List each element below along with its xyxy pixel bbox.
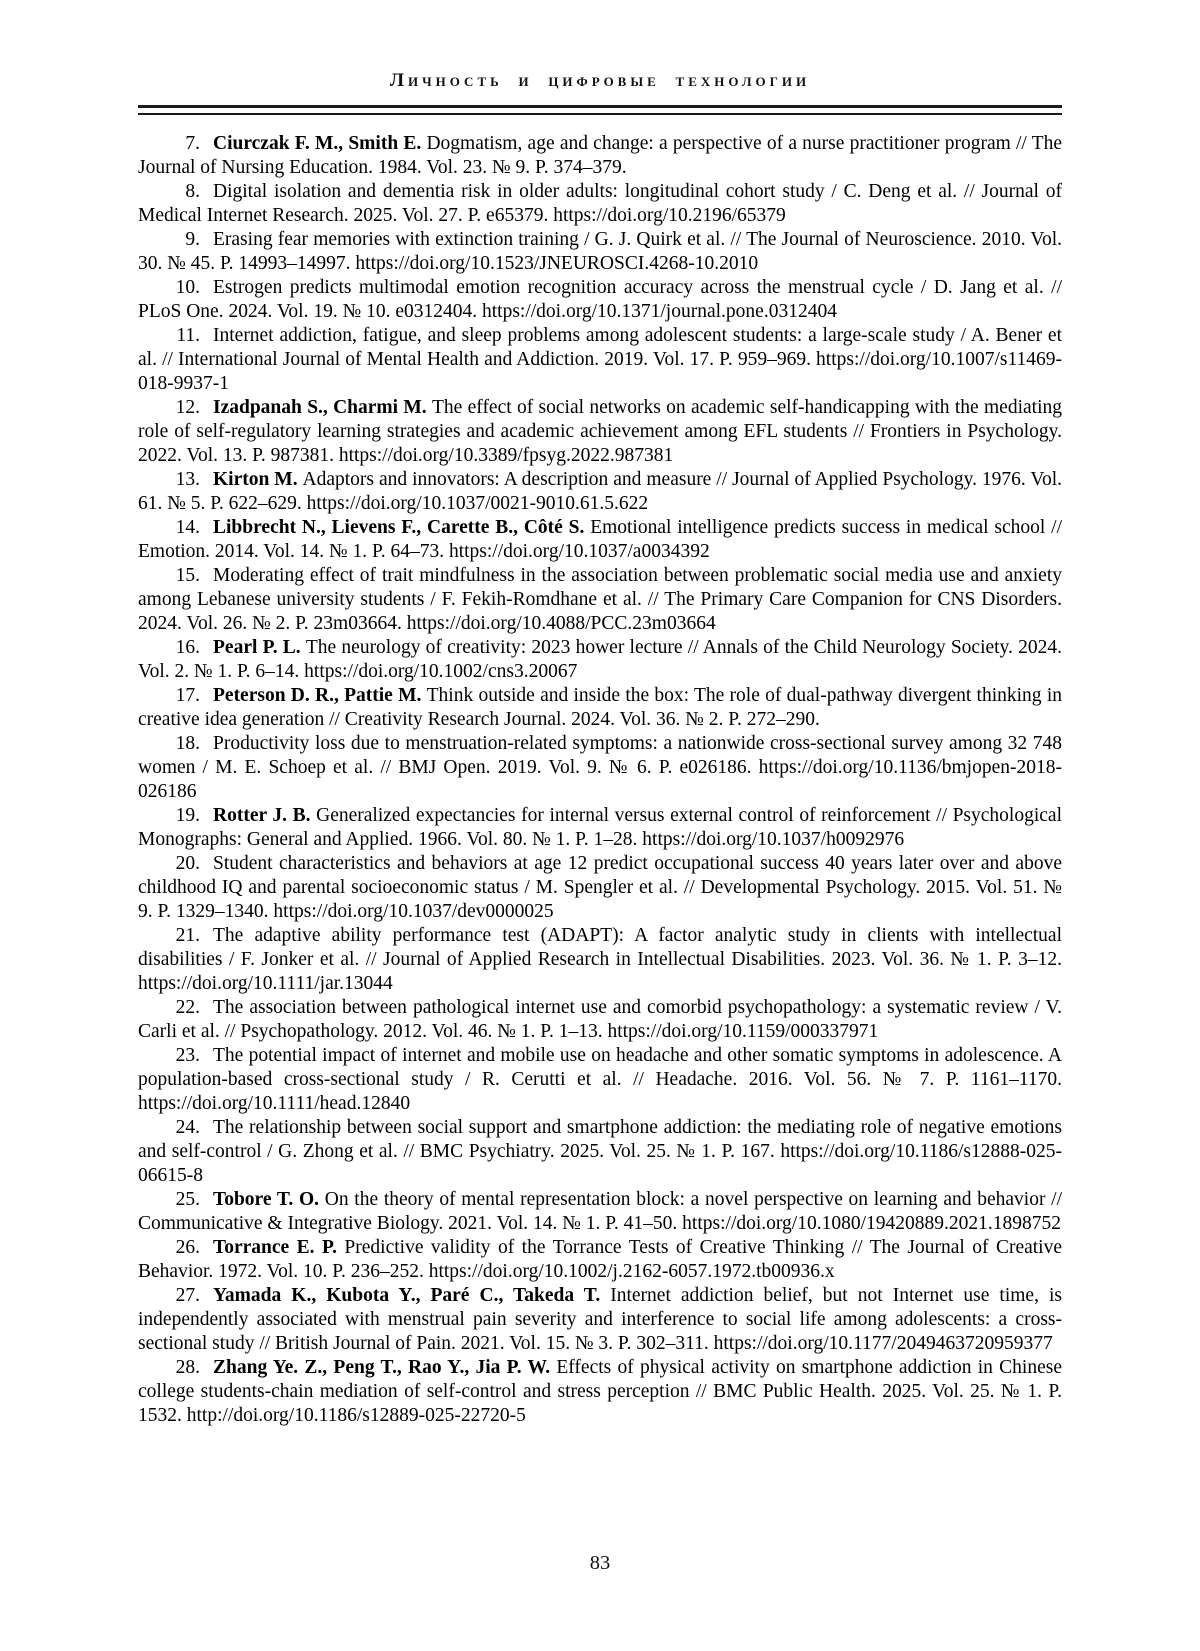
reference-item <box>138 516 1062 564</box>
reference-text: On the theory of mental representation block: a novel perspective on learning and behavior // Communicative & Integrative Biology. 2021. Vol. 14. № 1. P. 41–50. https://doi.org/10.1080/19420889.2021.1898752 <box>138 1189 1062 1234</box>
reference-text: Adaptors and innovators: A description and measure // Journal of Applied Psychology. 1976. Vol. 61. № 5. P. 622–629. https://doi.org/10.1037/0021-9010.61.5.622 <box>138 469 1063 514</box>
reference-text: The potential impact of internet and mobile use on headache and other somatic symptoms in adolescence. A population-based cross-sectional study / R. Cerutti et al. // Headache. 2016. Vol. 56. № 7. P. 1161–1170. https://doi.org/10.1111/head.12840 <box>138 1045 1062 1114</box>
reference-item <box>138 1116 1062 1188</box>
reference-authors: Pearl P. L. <box>213 637 306 658</box>
reference-text: The effect of social networks on academic self-handicapping with the mediating role of self-regulatory learning strategies and academic achievement among EFL students // Frontiers in Psychology. 2022. Vol. 13. P. 987381. https://doi.org/10.3389/fpsyg.2022.987381 <box>138 397 1062 466</box>
reference-text: Think outside and inside the box: The role of dual-pathway divergent thinking in creative idea generation // Creativity Research Journal. 2024. Vol. 36. № 2. P. 272–290. <box>138 685 1062 730</box>
reference-authors: Libbrecht N., Lievens F., Carette B., Côté S. <box>213 517 591 538</box>
reference-number: 22. <box>175 997 200 1018</box>
reference-text: The neurology of creativity: 2023 hower lecture // Annals of the Child Neurology Society. 2024. Vol. 2. № 1. P. 6–14. https://doi.org/10.1002/cns3.20067 <box>138 637 1062 682</box>
reference-authors: Yamada K., Kubota Y., Paré C., Takeda T. <box>213 1285 611 1306</box>
reference-text: Generalized expectancies for internal versus external control of reinforcement // Psychological Monographs: General and Applied. 1966. Vol. 80. № 1. P. 1–28. https://doi.org/10.1037/h0092976 <box>138 805 1062 850</box>
reference-authors: Zhang Ye. Z., Peng T., Rao Y., Jia P. W. <box>213 1357 557 1378</box>
reference-number: 25. <box>175 1189 200 1210</box>
reference-number: 13. <box>175 469 200 490</box>
reference-item <box>138 228 1062 276</box>
reference-text: Erasing fear memories with extinction training / G. J. Quirk et al. // The Journal of Neuroscience. 2010. Vol. 30. № 45. P. 14993–14997. https://doi.org/10.1523/JNEUROSCI.4268-10.2010 <box>138 229 1062 274</box>
reference-text: Productivity loss due to menstruation-related symptoms: a nationwide cross-sectional survey among 32 748 women / M. E. Schoep et al. // BMJ Open. 2019. Vol. 9. № 6. P. e026186. https://doi.org/10.1136/bmjopen-2018-026186 <box>138 733 1062 802</box>
reference-number: 7. <box>185 133 200 154</box>
reference-text: Internet addiction belief, but not Internet use time, is independently associated with menstrual pain severity and interference to social life among adolescents: a cross-sectional study // British Journal of Pain. 2021. Vol. 15. № 3. P. 302–311. https://doi.org/10.1177/2049463720959377 <box>138 1285 1062 1354</box>
reference-item <box>138 324 1062 396</box>
page-number: 83 <box>589 1552 611 1574</box>
reference-text: The association between pathological internet use and comorbid psychopathology: a systematic review / V. Carli et al. // Psychopathology. 2012. Vol. 46. № 1. P. 1–13. https://doi.org/10.1159/000337971 <box>138 997 1062 1042</box>
reference-number: 28. <box>175 1357 200 1378</box>
reference-number: 16. <box>175 637 200 658</box>
reference-item <box>138 684 1062 732</box>
reference-item <box>138 468 1062 516</box>
reference-item <box>138 636 1062 684</box>
reference-item <box>138 1284 1062 1356</box>
reference-number: 21. <box>175 925 200 946</box>
reference-authors: Izadpanah S., Charmi M. <box>213 397 433 418</box>
reference-number: 20. <box>175 853 200 874</box>
reference-text: Dogmatism, age and change: a perspective of a nurse practitioner program // The Journal of Nursing Education. 1984. Vol. 23. № 9. P. 374–379. <box>138 133 1062 178</box>
reference-item <box>138 804 1062 852</box>
reference-authors: Ciurczak F. M., Smith E. <box>213 133 427 154</box>
reference-text: The adaptive ability performance test (ADAPT): A factor analytic study in clients with intellectual disabilities / F. Jonker et al. // Journal of Applied Research in Intellectual Disabilities. 2023. Vol. 36. № 1. P. 3–12. https://doi.org/10.1111/jar.13044 <box>138 925 1062 994</box>
reference-item <box>138 1188 1062 1236</box>
reference-item <box>138 396 1062 468</box>
reference-item <box>138 732 1062 804</box>
reference-authors: Rotter J. B. <box>213 805 317 826</box>
references-list <box>138 132 1062 1428</box>
reference-text: Student characteristics and behaviors at age 12 predict occupational success 40 years later over and above childhood IQ and parental socioeconomic status / M. Spengler et al. // Developmental Psychology. 2015. Vol. 51. № 9. P. 1329–1340. https://doi.org/10.1037/dev0000025 <box>138 853 1062 922</box>
running-head-title: Личность и цифровые технологии <box>389 70 811 91</box>
reference-item <box>138 996 1062 1044</box>
reference-number: 10. <box>175 277 200 298</box>
reference-number: 18. <box>175 733 200 754</box>
reference-number: 14. <box>175 517 200 538</box>
reference-number: 17. <box>175 685 200 706</box>
reference-authors: Kirton M. <box>213 469 303 490</box>
reference-authors: Peterson D. R., Pattie M. <box>213 685 427 706</box>
reference-number: 24. <box>175 1117 200 1138</box>
header-divider-line-top <box>138 105 1062 108</box>
reference-number: 12. <box>175 397 200 418</box>
reference-authors: Torrance E. P. <box>213 1237 345 1258</box>
reference-text: Estrogen predicts multimodal emotion recognition accuracy across the menstrual cycle / D. Jang et al. // PLoS One. 2024. Vol. 19. № 10. e0312404. https://doi.org/10.1371/journal.pone.0312404 <box>138 277 1062 322</box>
reference-text: Effects of physical activity on smartphone addiction in Chinese college students-chain mediation of self-control and stress perception // BMC Public Health. 2025. Vol. 25. № 1. P. 1532. http://doi.org/10.1186/s12889-025-22720-5 <box>138 1357 1062 1426</box>
header-divider-line-bottom <box>138 113 1062 116</box>
reference-item <box>138 924 1062 996</box>
reference-item <box>138 1356 1062 1428</box>
reference-number: 27. <box>175 1285 200 1306</box>
reference-text: Emotional intelligence predicts success in medical school // Emotion. 2014. Vol. 14. № 1. P. 64–73. https://doi.org/10.1037/a0034392 <box>138 517 1063 562</box>
header-divider <box>138 105 1062 115</box>
reference-number: 9. <box>185 229 200 250</box>
reference-text: Digital isolation and dementia risk in older adults: longitudinal cohort study / C. Deng et al. // Journal of Medical Internet Research. 2025. Vol. 27. P. e65379. https://doi.org/10.2196/65379 <box>138 181 1062 226</box>
reference-number: 11. <box>176 325 200 346</box>
reference-text: The relationship between social support and smartphone addiction: the mediating role of negative emotions and self-control / G. Zhong et al. // BMC Psychiatry. 2025. Vol. 25. № 1. P. 167. https://doi.org/10.1186/s12888-025-06615-8 <box>138 1117 1062 1186</box>
reference-item <box>138 132 1062 180</box>
reference-number: 19. <box>175 805 200 826</box>
reference-item <box>138 276 1062 324</box>
reference-number: 23. <box>175 1045 200 1066</box>
reference-item <box>138 852 1062 924</box>
reference-number: 15. <box>175 565 200 586</box>
reference-number: 26. <box>175 1237 200 1258</box>
reference-authors: Tobore T. O. <box>213 1189 325 1210</box>
reference-text: Internet addiction, fatigue, and sleep problems among adolescent students: a large-scale study / A. Bener et al. // International Journal of Mental Health and Addiction. 2019. Vol. 17. P. 959–969. https://doi.org/10.1007/s11469-018-9937-1 <box>138 325 1062 394</box>
reference-item <box>138 1044 1062 1116</box>
reference-number: 8. <box>185 181 200 202</box>
reference-item <box>138 1236 1062 1284</box>
reference-text: Moderating effect of trait mindfulness in the association between problematic social media use and anxiety among Lebanese university students / F. Fekih-Romdhane et al. // The Primary Care Companion for CNS Disorders. 2024. Vol. 26. № 2. P. 23m03664. https://doi.org/10.4088/PCC.23m03664 <box>138 565 1062 634</box>
reference-text: Predictive validity of the Torrance Tests of Creative Thinking // The Journal of Creative Behavior. 1972. Vol. 10. P. 236–252. https://doi.org/10.1002/j.2162-6057.1972.tb00936.x <box>138 1237 1063 1282</box>
reference-item <box>138 180 1062 228</box>
reference-item <box>138 564 1062 636</box>
